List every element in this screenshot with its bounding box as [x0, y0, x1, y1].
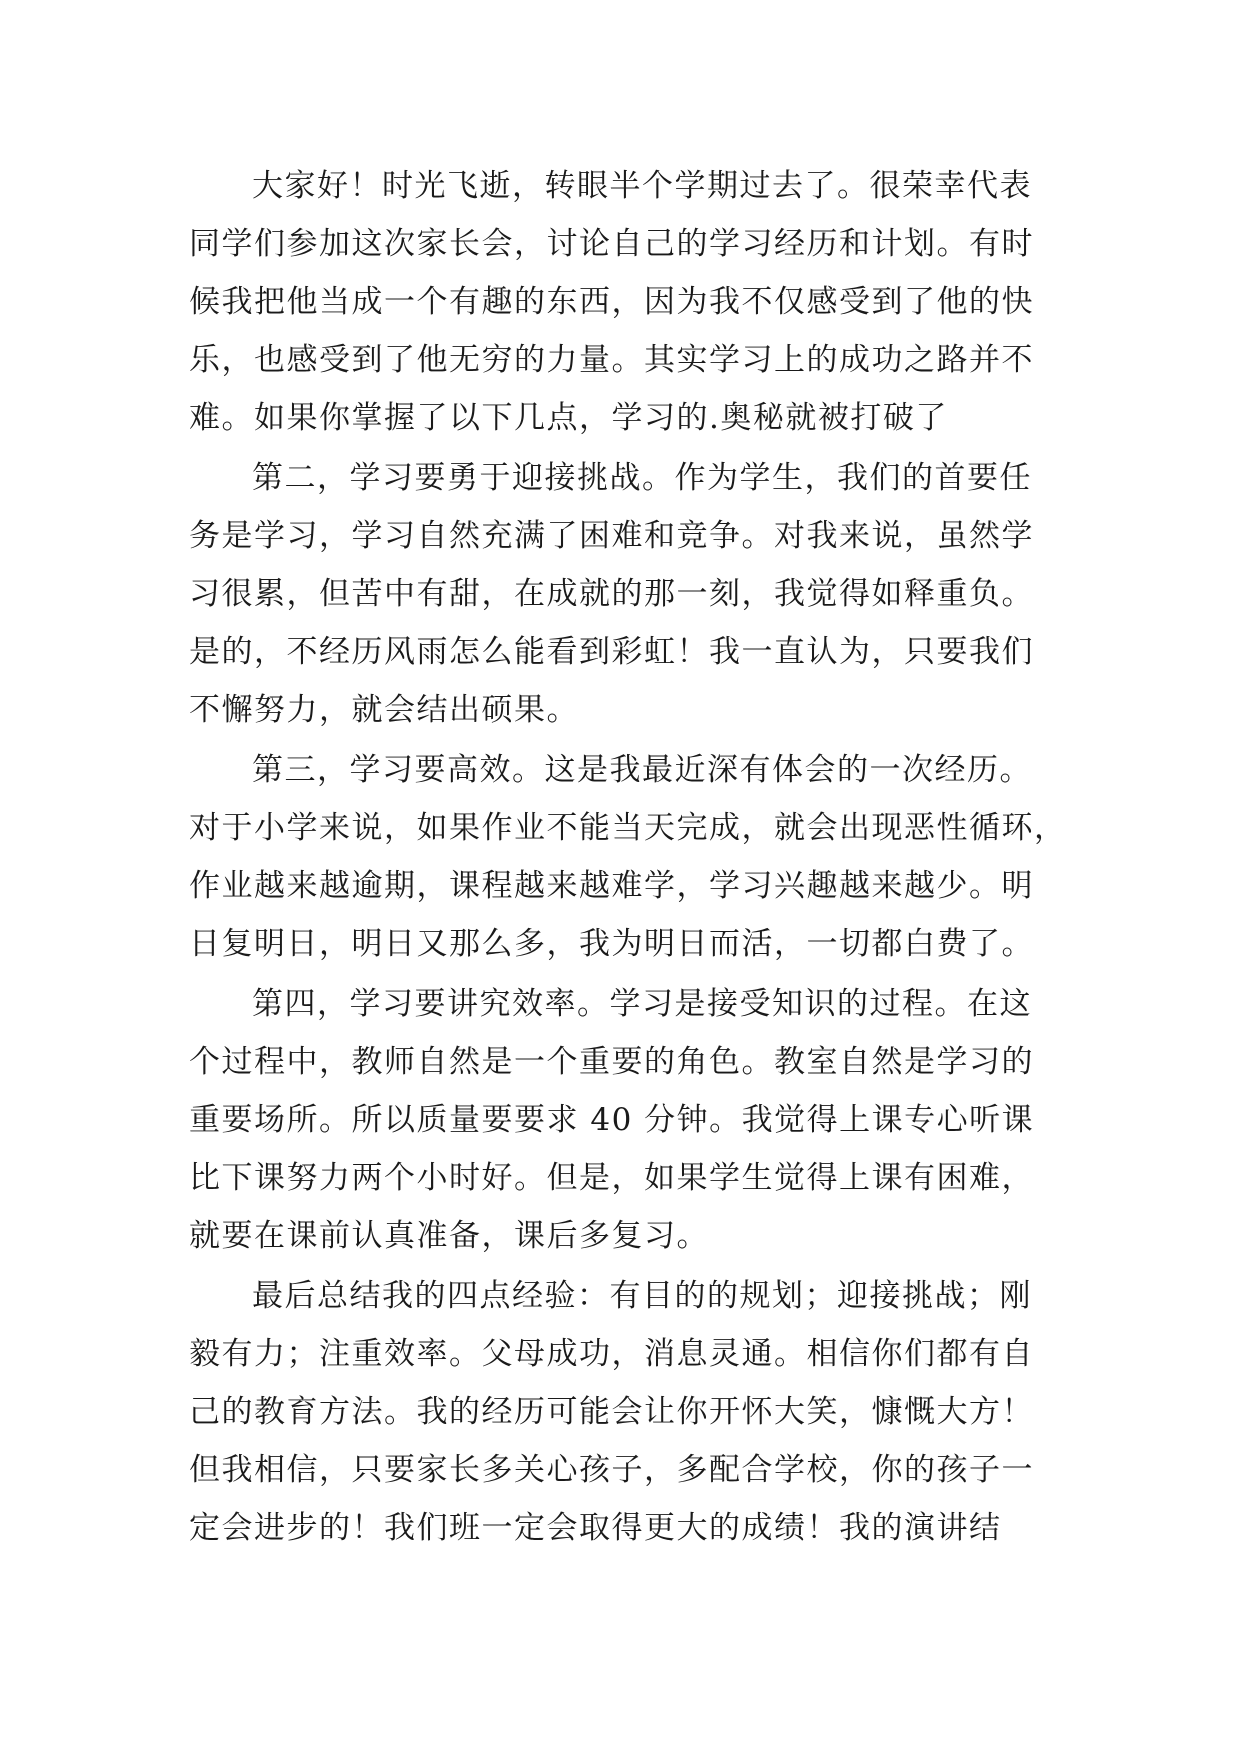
- paragraph-line: 就要在课前认真准备，课后多复习。: [189, 1218, 709, 1254]
- paragraph-line: 最后总结我的四点经验：有目的的规划；迎接挑战；刚: [252, 1278, 1032, 1314]
- paragraph-line: 作业越来越逾期，课程越来越难学，学习兴趣越来越少。明: [189, 868, 1034, 904]
- paragraph-line: 候我把他当成一个有趣的东西，因为我不仅感受到了他的快: [189, 284, 1034, 320]
- paragraph-line: 难。如果你掌握了以下几点，学习的.奥秘就被打破了: [189, 400, 948, 436]
- paragraph-line: 乐，也感受到了他无穷的力量。其实学习上的成功之路并不: [189, 342, 1034, 378]
- paragraph-line: 第二，学习要勇于迎接挑战。作为学生，我们的首要任: [252, 460, 1032, 496]
- paragraph-line: 比下课努力两个小时好。但是，如果学生觉得上课有困难，: [189, 1160, 1034, 1196]
- paragraph-line: 第四，学习要讲究效率。学习是接受知识的过程。在这: [252, 986, 1032, 1022]
- paragraph-line: 不懈努力，就会结出硕果。: [189, 692, 579, 728]
- paragraph-line: 习很累，但苦中有甜，在成就的那一刻，我觉得如释重负。: [189, 576, 1034, 612]
- paragraph-line: 重要场所。所以质量要要求 40 分钟。我觉得上课专心听课: [189, 1102, 1035, 1138]
- paragraph-line: 定会进步的！我们班一定会取得更大的成绩！我的演讲结: [189, 1510, 1002, 1546]
- paragraph-line: 第三，学习要高效。这是我最近深有体会的一次经历。: [252, 752, 1032, 788]
- paragraph-line: 务是学习，学习自然充满了困难和竞争。对我来说，虽然学: [189, 518, 1034, 554]
- paragraph-line: 毅有力；注重效率。父母成功，消息灵通。相信你们都有自: [189, 1336, 1034, 1372]
- paragraph-line: 大家好！时光飞逝，转眼半个学期过去了。很荣幸代表: [252, 168, 1032, 204]
- paragraph-line: 但我相信，只要家长多关心孩子，多配合学校，你的孩子一: [189, 1452, 1034, 1488]
- paragraph-line: 对于小学来说，如果作业不能当天完成，就会出现恶性循环，: [189, 810, 1067, 846]
- paragraph-line: 己的教育方法。我的经历可能会让你开怀大笑，慷慨大方！: [189, 1394, 1034, 1430]
- paragraph-line: 日复明日，明日又那么多，我为明日而活，一切都白费了。: [189, 926, 1034, 962]
- paragraph-line: 是的，不经历风雨怎么能看到彩虹！我一直认为，只要我们: [189, 634, 1034, 670]
- paragraph-line: 个过程中，教师自然是一个重要的角色。教室自然是学习的: [189, 1044, 1034, 1080]
- paragraph-line: 同学们参加这次家长会，讨论自己的学习经历和计划。有时: [189, 226, 1034, 262]
